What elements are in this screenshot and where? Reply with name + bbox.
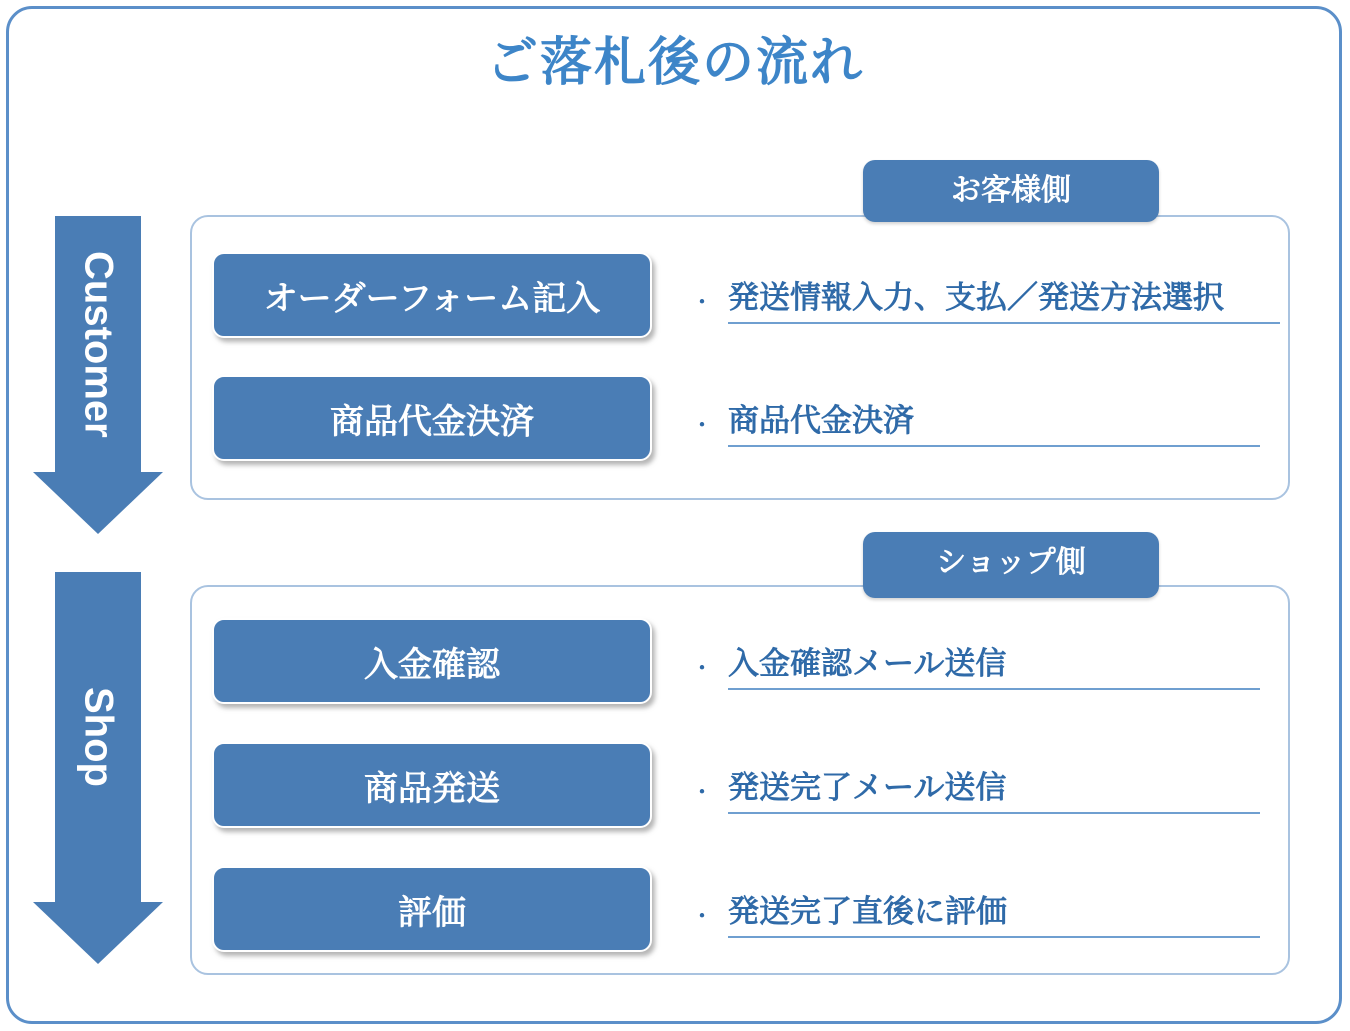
detail-text: 発送情報入力、支払／発送方法選択 — [728, 278, 1280, 324]
bullet-icon: ・ — [690, 779, 714, 806]
detail-text: 入金確認メール送信 — [728, 644, 1260, 690]
section-tab-customer: お客様側 — [863, 160, 1159, 222]
detail-text: 発送完了直後に評価 — [728, 892, 1260, 938]
page-title: ご落札後の流れ — [485, 34, 864, 92]
step-detail-payment-confirm — [690, 644, 1260, 690]
step-detail-payment — [690, 401, 1260, 447]
bullet-icon: ・ — [690, 289, 714, 316]
step-detail-order-form — [690, 278, 1280, 324]
arrow-head-icon — [33, 472, 163, 534]
step-box-payment: 商品代金決済 — [212, 375, 652, 461]
step-box-shipping: 商品発送 — [212, 742, 652, 828]
step-box-order-form: オーダーフォーム記入 — [212, 252, 652, 338]
arrow-label-customer: Customer — [76, 250, 121, 438]
bullet-icon: ・ — [690, 655, 714, 682]
section-tab-shop: ショップ側 — [863, 532, 1159, 598]
step-box-rating: 評価 — [212, 866, 652, 952]
arrow-label-shop: Shop — [76, 687, 121, 787]
step-detail-shipping — [690, 768, 1260, 814]
arrow-head-icon — [33, 902, 163, 964]
bullet-icon: ・ — [690, 903, 714, 930]
bullet-icon: ・ — [690, 412, 714, 439]
detail-text: 商品代金決済 — [728, 401, 1260, 447]
step-box-payment-confirm: 入金確認 — [212, 618, 652, 704]
step-detail-rating — [690, 892, 1260, 938]
detail-text: 発送完了メール送信 — [728, 768, 1260, 814]
